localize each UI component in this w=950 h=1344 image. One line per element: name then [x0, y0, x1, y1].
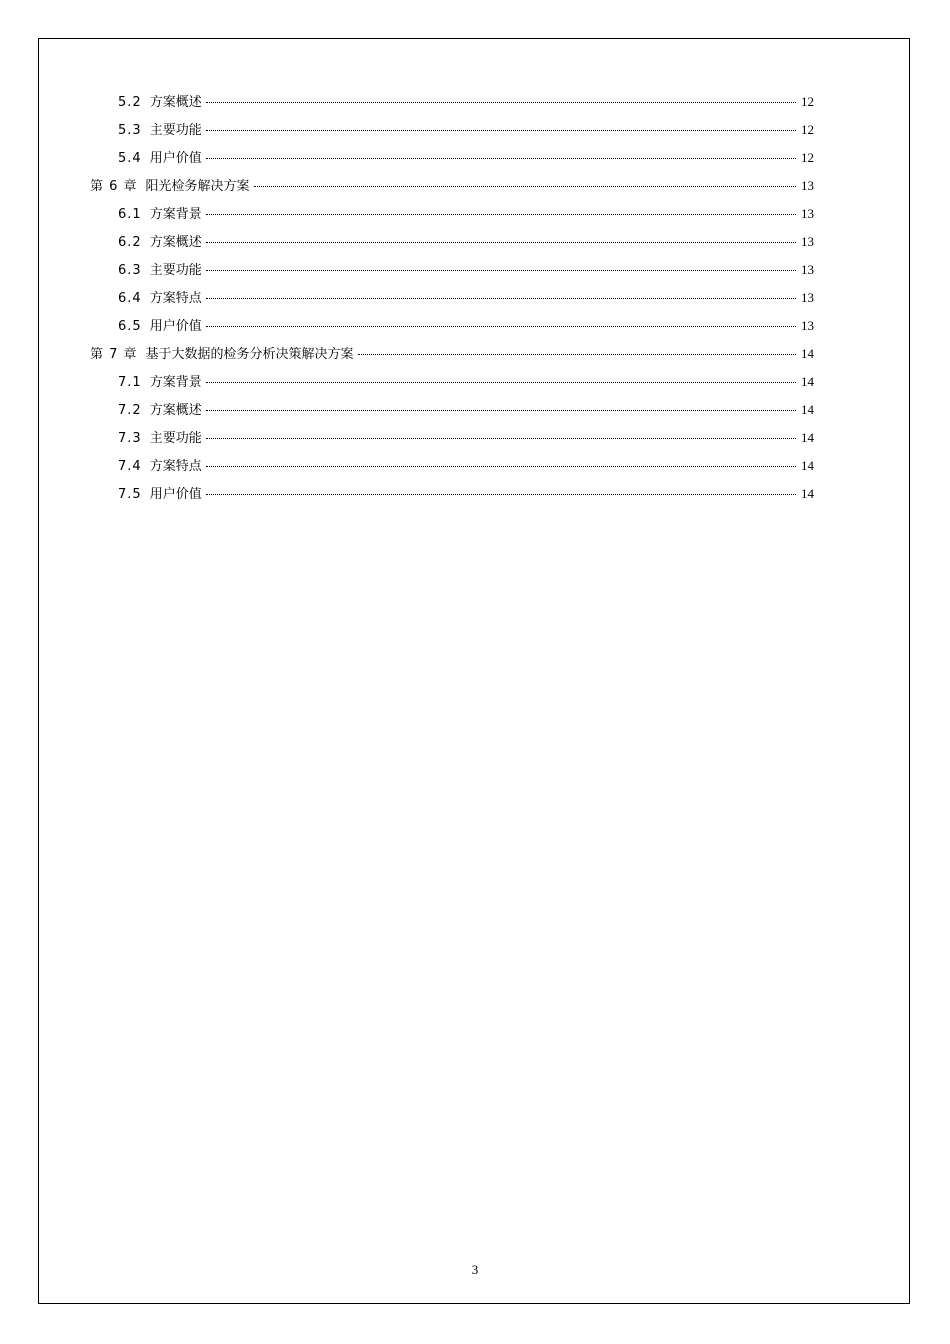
toc-entry-number: 6.3	[118, 263, 142, 278]
toc-dot-leader	[206, 269, 796, 271]
page-number: 3	[471, 1262, 479, 1277]
toc-entry-title	[90, 177, 254, 197]
toc-entry-title	[118, 401, 206, 421]
toc-dot-leader	[254, 185, 796, 187]
toc-dot-leader	[206, 465, 796, 467]
toc-entry-page: 13	[801, 234, 814, 249]
toc-section-entry[interactable]	[90, 232, 814, 260]
toc-dot-leader	[206, 157, 796, 159]
toc-entry-text: 方案背景	[149, 207, 202, 222]
toc-entry-title	[118, 373, 206, 393]
toc-section-entry[interactable]	[90, 372, 814, 400]
toc-entry-number: 第 7 章	[90, 347, 138, 362]
toc-section-entry[interactable]	[90, 288, 814, 316]
toc-entry-page: 13	[801, 206, 814, 221]
toc-entry-page: 13	[801, 290, 814, 305]
toc-entry-text: 方案概述	[149, 95, 202, 110]
toc-entry-text: 用户价值	[149, 487, 202, 502]
toc-entry-number: 7.2	[118, 403, 142, 418]
toc-entry-text: 方案概述	[149, 403, 202, 418]
toc-entry-title	[118, 457, 206, 477]
toc-entry-text: 基于大数据的检务分析决策解决方案	[145, 347, 354, 362]
toc-entry-number: 5.3	[118, 123, 142, 138]
toc-entry-text: 方案背景	[149, 375, 202, 390]
toc-entry-text: 主要功能	[149, 123, 202, 138]
toc-entry-text: 方案特点	[149, 291, 202, 306]
toc-dot-leader	[206, 101, 796, 103]
toc-entry-number: 第 6 章	[90, 179, 138, 194]
toc-entry-page: 14	[801, 458, 814, 473]
toc-entry-title	[118, 261, 206, 281]
toc-entry-page: 14	[801, 430, 814, 445]
toc-entry-page: 12	[801, 122, 814, 137]
toc-entry-number: 7.4	[118, 459, 142, 474]
toc-entry-title	[118, 317, 206, 337]
toc-section-entry[interactable]	[90, 316, 814, 344]
toc-entry-text: 主要功能	[149, 263, 202, 278]
toc-entry-title	[118, 429, 206, 449]
toc-dot-leader	[206, 409, 796, 411]
toc-entry-number: 7.3	[118, 431, 142, 446]
toc-section-entry[interactable]	[90, 400, 814, 428]
toc-entry-page: 12	[801, 150, 814, 165]
toc-dot-leader	[206, 213, 796, 215]
toc-entry-page: 13	[801, 178, 814, 193]
toc-section-entry[interactable]	[90, 204, 814, 232]
toc-entry-title	[118, 205, 206, 225]
toc-entry-page: 14	[801, 374, 814, 389]
toc-section-entry[interactable]	[90, 148, 814, 176]
toc-entry-number: 6.1	[118, 207, 142, 222]
toc-dot-leader	[206, 493, 796, 495]
toc-dot-leader	[206, 437, 796, 439]
toc-entry-number: 6.4	[118, 291, 142, 306]
toc-entry-page: 12	[801, 94, 814, 109]
toc-entry-text: 主要功能	[149, 431, 202, 446]
toc-entry-title	[90, 345, 358, 365]
toc-entry-number: 5.4	[118, 151, 142, 166]
toc-chapter-entry[interactable]	[90, 344, 814, 372]
toc-entry-number: 7.5	[118, 487, 142, 502]
toc-entry-number: 6.5	[118, 319, 142, 334]
toc-entry-page: 14	[801, 346, 814, 361]
table-of-contents	[90, 92, 814, 512]
toc-section-entry[interactable]	[90, 428, 814, 456]
toc-entry-page: 13	[801, 262, 814, 277]
toc-entry-text: 用户价值	[149, 319, 202, 334]
toc-dot-leader	[206, 325, 796, 327]
toc-entry-title	[118, 289, 206, 309]
toc-section-entry[interactable]	[90, 92, 814, 120]
toc-entry-page: 13	[801, 318, 814, 333]
toc-entry-number: 5.2	[118, 95, 142, 110]
toc-entry-text: 方案概述	[149, 235, 202, 250]
toc-entry-text: 阳光检务解决方案	[145, 179, 250, 194]
toc-entry-title	[118, 233, 206, 253]
toc-entry-page: 14	[801, 486, 814, 501]
toc-dot-leader	[206, 297, 796, 299]
toc-entry-page: 14	[801, 402, 814, 417]
toc-entry-title	[118, 485, 206, 505]
toc-entry-title	[118, 121, 206, 141]
toc-dot-leader	[206, 241, 796, 243]
toc-entry-text: 用户价值	[149, 151, 202, 166]
toc-chapter-entry[interactable]	[90, 176, 814, 204]
toc-section-entry[interactable]	[90, 260, 814, 288]
toc-entry-number: 7.1	[118, 375, 142, 390]
toc-dot-leader	[206, 129, 796, 131]
toc-entry-text: 方案特点	[149, 459, 202, 474]
toc-dot-leader	[358, 353, 796, 355]
toc-entry-title	[118, 149, 206, 169]
toc-entry-title	[118, 93, 206, 113]
toc-entry-number: 6.2	[118, 235, 142, 250]
toc-section-entry[interactable]	[90, 120, 814, 148]
toc-dot-leader	[206, 381, 796, 383]
toc-section-entry[interactable]	[90, 456, 814, 484]
toc-section-entry[interactable]	[90, 484, 814, 512]
